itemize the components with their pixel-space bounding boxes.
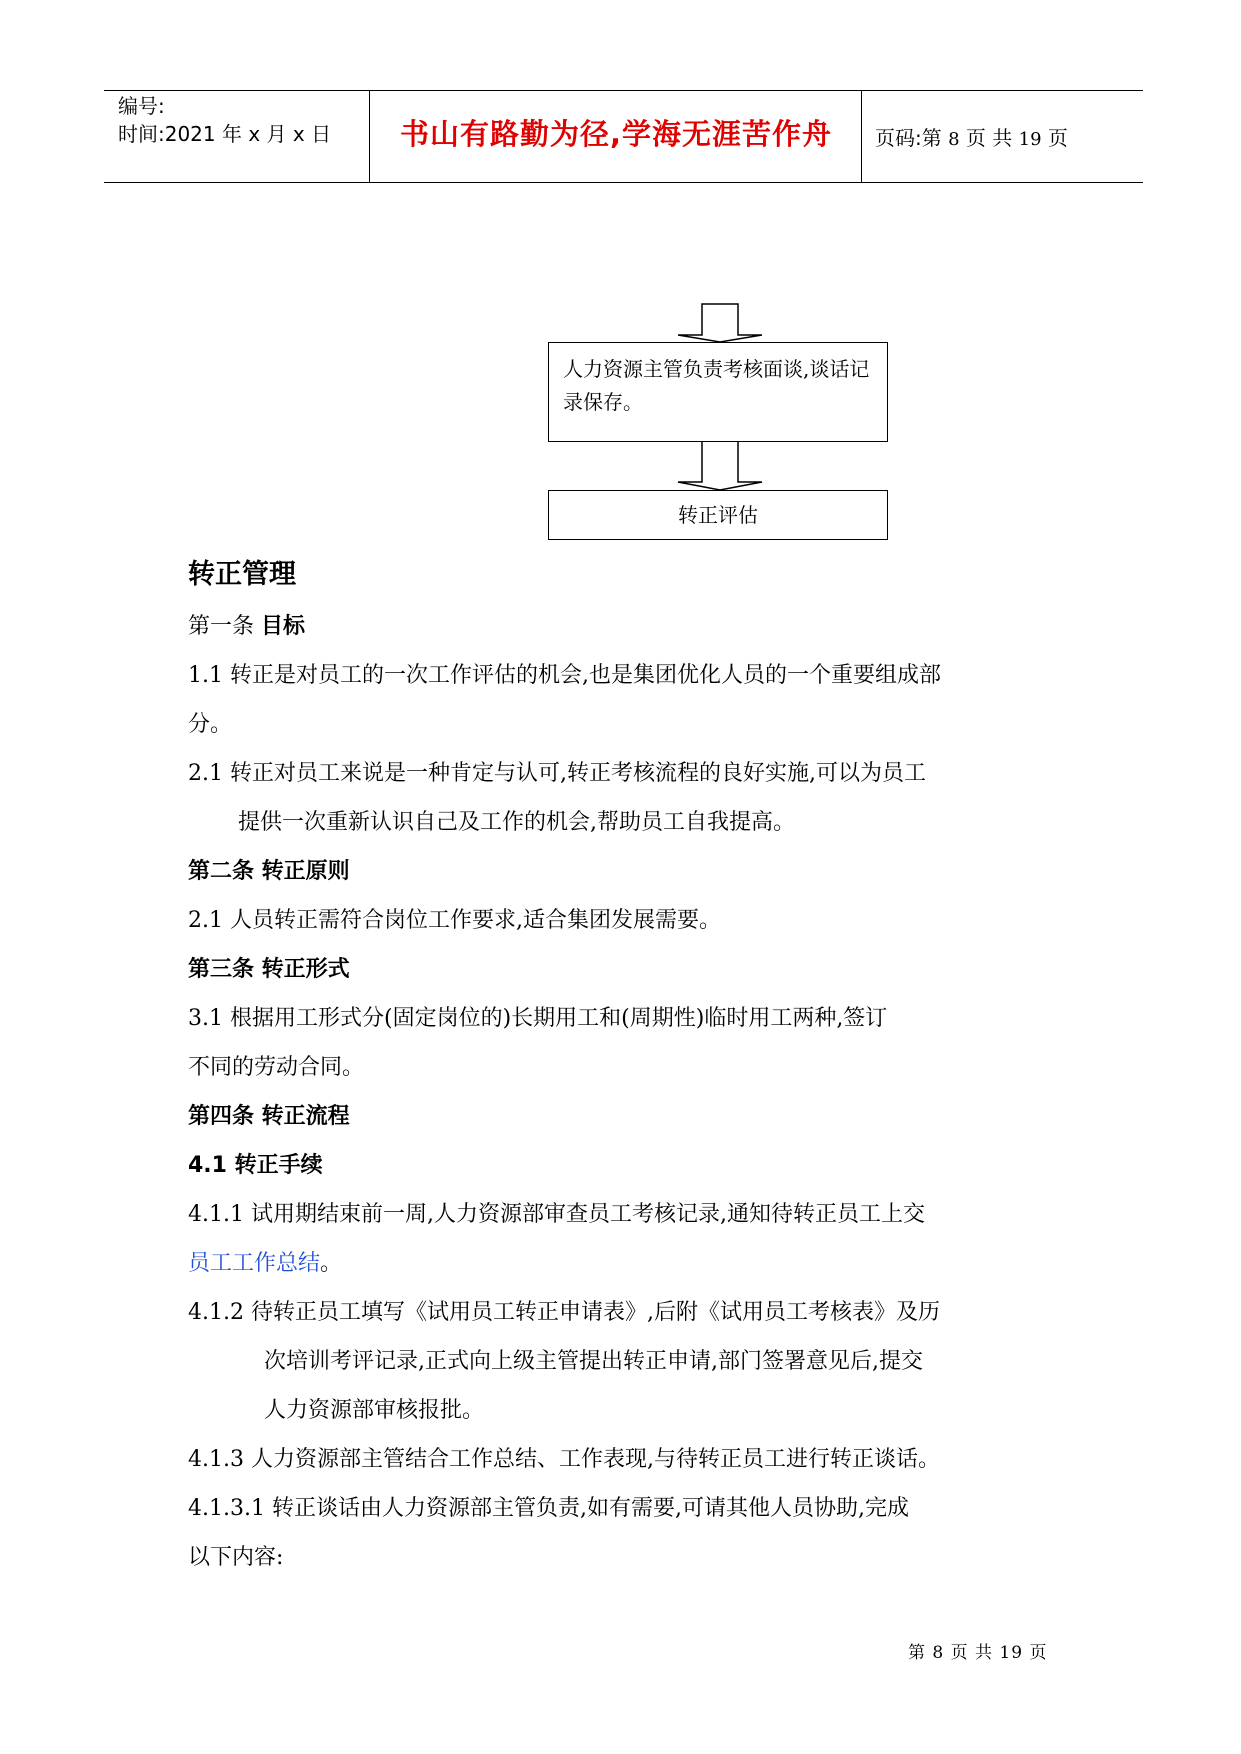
clause-1-1 — [188, 651, 1068, 749]
page-suffix: 页 — [1047, 126, 1068, 150]
clause-4-1-2-line2: 次培训考评记录,正式向上级主管提出转正申请,部门签署意见后,提交 — [264, 1349, 923, 1374]
clause-3-1 — [188, 994, 1068, 1092]
page-mid: 页 共 — [965, 126, 1013, 150]
flowchart-arrows — [0, 0, 1241, 560]
clause-4-1-3: 4.1.3 人力资源部主管结合工作总结、工作表现,与待转正员工进行转正谈话。 — [188, 1447, 940, 1472]
article-1-title: 目标 — [261, 614, 306, 639]
page-prefix: 页码:第 — [875, 126, 942, 150]
page-footer: 第 8 页 共 19 页 — [908, 1643, 1048, 1663]
clause-1-1-line1: 1.1 转正是对员工的一次工作评估的机会,也是集团优化人员的一个重要组成部 — [188, 663, 941, 688]
clause-2-1 — [188, 749, 1068, 847]
clause-4-1-3-1-line1: 4.1.3.1 转正谈话由人力资源部主管负责,如有需要,可请其他人员协助,完成 — [188, 1496, 909, 1521]
clause-4-1-3-1-line2: 以下内容: — [188, 1545, 284, 1570]
clause-4-1-1-end: 。 — [320, 1251, 343, 1276]
clause-4-1-1-line2 — [188, 1239, 1068, 1288]
clause-2-1-line1: 2.1 转正对员工来说是一种肯定与认可,转正考核流程的良好实施,可以为员工 — [188, 761, 926, 786]
down-arrow-top — [678, 304, 762, 342]
down-arrow-middle — [678, 441, 762, 490]
clause-4-1-2-line3: 人力资源部审核报批。 — [264, 1398, 485, 1423]
clause-2-1-line2: 提供一次重新认识自己及工作的机会,帮助员工自我提高。 — [238, 810, 795, 835]
clause-4-1-1-line1: 4.1.1 试用期结束前一周,人力资源部审查员工考核记录,通知待转正员工上交 — [188, 1202, 925, 1227]
page-number: 8 — [948, 129, 960, 150]
doc-number-label: 编号: — [118, 94, 165, 118]
flow-step-evaluation: 转正评估 — [548, 490, 888, 540]
clause-4-1-3-1 — [188, 1484, 1068, 1582]
clause-3-1-line1: 3.1 根据用工形式分(固定岗位的)长期用工和(周期性)临时用工两种,签订 — [188, 1006, 888, 1031]
clause-1-1-line2: 分。 — [188, 712, 233, 737]
clause-2-1-rule: 2.1 人员转正需符合岗位工作要求,适合集团发展需要。 — [188, 908, 721, 933]
clause-4-1-1 — [188, 1190, 1068, 1288]
article-4-heading: 第四条 转正流程 — [188, 1104, 350, 1129]
article-2-heading: 第二条 转正原则 — [188, 859, 350, 884]
clause-4-1-2-line1: 4.1.2 待转正员工填写《试用员工转正申请表》,后附《试用员工考核表》及历 — [188, 1300, 940, 1325]
section-title — [188, 550, 1068, 599]
section-title-text: 转正管理 — [188, 559, 296, 590]
doc-time-label: 时间:2021 年 x 月 x 日 — [118, 122, 332, 146]
flow-step-interview — [548, 342, 888, 442]
work-summary-link[interactable]: 员工工作总结 — [188, 1251, 321, 1276]
article-1-prefix: 第一条 — [188, 614, 261, 639]
flow-step-interview-text: 人力资源主管负责考核面谈,谈话记录保存。 — [563, 357, 870, 414]
subsection-4-1: 4.1 转正手续 — [188, 1153, 323, 1178]
clause-3-1-line2: 不同的劳动合同。 — [188, 1055, 365, 1080]
article-1-heading — [188, 602, 1068, 651]
header-motto: 书山有路勤为径,学海无涯苦作舟 — [399, 117, 833, 151]
page-total: 19 — [1018, 129, 1042, 150]
article-3-heading: 第三条 转正形式 — [188, 957, 350, 982]
clause-4-1-2 — [188, 1288, 1068, 1435]
